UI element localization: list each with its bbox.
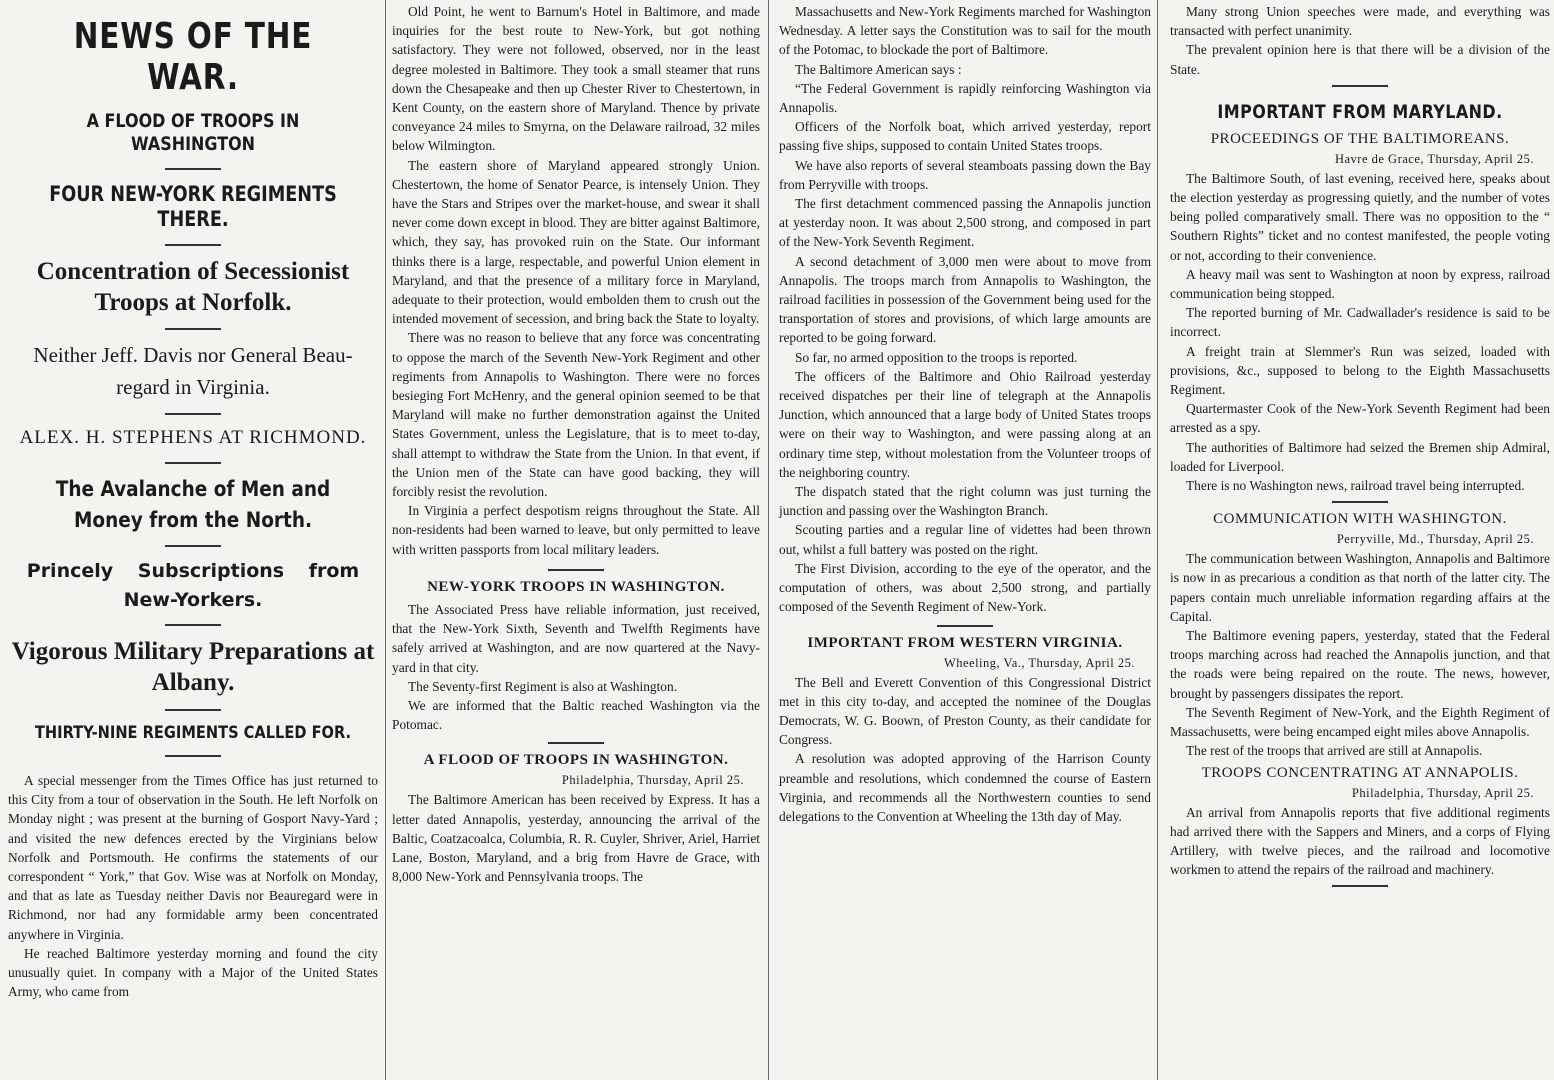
article-paragraph: A resolution was adopted approving of the Harrison County preamble and resolutions, which condemned the course of Eastern Virginia, and recommends all the Northwestern counties to send delegations to the Convention at Wheeling the 13th day of May. — [779, 751, 1151, 824]
divider — [165, 168, 221, 170]
article-paragraph: The Baltimore evening papers, yesterday, stated that the Federal troops marching across had reached the Annapolis junction, and that the roads were being repaired on the route. The news, however, brought by passengers dissipates the report. — [1170, 628, 1550, 701]
article-paragraph: A heavy mail was sent to Washington at noon by express, railroad communication being stopped. — [1170, 266, 1550, 302]
deck-headline: Concentration of Secessionist Troops at Norfolk. — [36, 257, 350, 317]
article-paragraph: The prevalent opinion here is that there will be a division of the State. — [1170, 42, 1550, 77]
article-paragraph: There is no Washington news, railroad travel being interrupted. — [1186, 478, 1525, 494]
column-1 — [0, 0, 384, 1080]
article-paragraph: The Seventy-first Regiment is also at Washington. — [408, 678, 678, 694]
divider — [165, 709, 221, 711]
divider — [1332, 501, 1388, 503]
deck-headline: Vigorous Military Preparations at Albany. — [11, 638, 375, 697]
article-paragraph: “The Federal Government is rapidly reinforcing Washington via Annapolis. — [779, 80, 1151, 116]
dateline: Wheeling, Va., Thursday, April 25. — [943, 655, 1135, 670]
article-paragraph: He reached Baltimore yesterday morning and found the city unusually quiet. In company with a Major of the United States Army, who came from — [8, 945, 378, 1000]
section-headline: NEW-YORK TROOPS IN WASHINGTON. — [427, 578, 725, 595]
divider — [165, 328, 221, 330]
deck-headline: The Avalanche of Men and Money from the North. — [55, 477, 331, 532]
divider — [165, 545, 221, 547]
masthead: NEWS OF THE WAR. — [73, 16, 313, 98]
dateline: Perryville, Md., Thursday, April 25. — [1336, 532, 1534, 547]
article-paragraph: Quartermaster Cook of the New-York Seventh Regiment had been arrested as a spy. — [1170, 401, 1550, 436]
deck-headline: ALEX. H. STEPHENS AT RICHMOND. — [19, 427, 367, 449]
column-4 — [1160, 0, 1554, 1080]
section-headline: TROOPS CONCENTRATING AT ANNAPOLIS. — [1201, 764, 1519, 781]
column-rule — [385, 0, 386, 1080]
article-paragraph: The rest of the troops that arrived are still at Annapolis. — [1186, 743, 1483, 759]
deck-headline: Princely Subscriptions from New-Yorkers. — [26, 560, 360, 611]
article-paragraph: The communication between Washington, Annapolis and Baltimore is now in as precarious a condition as that north of the latter city. The papers contain much unreliable information regarding affairs at the Capital. — [1170, 551, 1550, 624]
divider — [165, 755, 221, 757]
dateline: Philadelphia, Thursday, April 25. — [561, 773, 744, 788]
article-paragraph: The Baltimore American has been received by Express. It has a letter dated Annapolis, yesterday, announcing the arrival of the Baltic, Coatzacoalca, Columbia, R. R. Cuyler, Shriver, Ariel, Harriet Lane, Boston, Maryland, and a brig from Havre de Grace, with 8,000 New-York and Pennsylvania troops. The — [392, 792, 760, 885]
article-paragraph: The Associated Press have reliable information, just received, that the New-York Sixth, Seventh and Twelfth Regiments have safely arrived at Washington, and are now quartered at the Navy-yard in that city. — [392, 601, 760, 675]
article-paragraph: We have also reports of several steamboats passing down the Bay from Perryville with troops. — [779, 157, 1151, 192]
article-paragraph: A special messenger from the Times Office has just returned to this City from a tour of observation in the South. He left Norfolk on Monday night ; was present at the burning of Gosport Navy-Yard ; and visited the new defences erected by the Virginians below Norfolk and Portsmouth. He confirms the statements of our correspondent “ York,” that Gov. Wise was at Norfolk on Monday, and that as late as Tuesday neither Davis nor Beauregard were in Richmond, nor had any formidable army been concentrated anywhere in Virginia. — [8, 773, 378, 942]
article-paragraph: The reported burning of Mr. Cadwallader's residence is said to be incorrect. — [1170, 305, 1550, 340]
divider — [1332, 85, 1388, 87]
article-paragraph: In Virginia a perfect despotism reigns throughout the State. All non-residents had been warned to leave, but only permitted to leave with written passports from local military leaders. — [392, 503, 760, 557]
article-paragraph: The First Division, according to the eye of the operator, and the computation of others, was about 2,500 strong, and partially composed of the Seventh Regiment of New-York. — [779, 560, 1151, 615]
divider — [165, 624, 221, 626]
deck-headline: FOUR NEW-YORK REGIMENTS THERE. — [49, 181, 337, 231]
section-headline: IMPORTANT FROM WESTERN VIRGINIA. — [807, 634, 1123, 651]
article-paragraph: An arrival from Annapolis reports that five additional regiments had arrived there with the Sappers and Miners, and a corps of Flying Artillery, with twelve pieces, and the railroad and locomotive workmen to attend the repairs of the railroad and machinery. — [1170, 804, 1550, 878]
section-subheadline: PROCEEDINGS OF THE BALTIMOREANS. — [1210, 130, 1510, 147]
dateline: Havre de Grace, Thursday, April 25. — [1334, 151, 1534, 166]
article-paragraph: The dispatch stated that the right column was just turning the junction and passing over the Washington Branch. — [779, 484, 1151, 519]
column-3 — [771, 0, 1155, 1080]
article-paragraph: Scouting parties and a regular line of videttes had been thrown out, whilst a full battery was posted on the right. — [779, 522, 1151, 557]
deck-headline: Neither Jeff. Davis nor General Beau-regard in Virginia. — [33, 343, 353, 399]
article-paragraph: The eastern shore of Maryland appeared strongly Union. Chestertown, the home of Senator Pearce, is intensely Union. They have the Stars and Stripes over the market-house, and swear it shall never come down except in blood. They are bitter against Baltimore, which, they say, has provoked ruin on the State. Our informant thinks there is a large, respectable, and powerful Union element in Maryland, and that the presence of a military force in Maryland, adequate to their protection, would embolden them to crush out the intended movement of secession, and bring back the State to loyalty. — [392, 157, 760, 327]
divider — [548, 742, 604, 744]
deck-headline: A FLOOD OF TROOPS IN WASHINGTON — [86, 110, 300, 155]
article-paragraph: The Baltimore South, of last evening, received here, speaks about the election yesterday as progressing quietly, and the number of votes being polled comparatively small. There was no opposition to the “ Southern Rights” ticket and no contest manifested, the people voting or not, according to their convenience. — [1170, 170, 1550, 263]
divider — [165, 462, 221, 464]
divider — [937, 625, 993, 627]
article-paragraph: There was no reason to believe that any force was concentrating to oppose the march of the Seventh New-York Regiment and other regiments from Annapolis to Washington. There were no forces besieging Fort McHenry, and the general opinion seemed to be that Maryland will make no further demonstration against the United States Government, unless the Legislature, that is to meet to-day, shall attempt to withdraw the State from the Union. In that event, if the Union men of the State can have good backing, they will forcibly resist the revolution. — [392, 330, 760, 500]
article-paragraph: The officers of the Baltimore and Ohio Railroad yesterday received dispatches per their line of telegraph at the Annapolis Junction, which announced that a large body of United States troops were on their way to Washington, and were passing along at an ordinary time step, without molestation from the Volunteer troops of the neighboring country. — [779, 368, 1151, 480]
deck-headline: THIRTY-NINE REGIMENTS CALLED FOR. — [34, 722, 352, 743]
article-paragraph: The authorities of Baltimore had seized the Bremen ship Admiral, loaded for Liverpool. — [1170, 439, 1550, 474]
column-rule — [768, 0, 769, 1080]
divider — [548, 569, 604, 571]
article-paragraph: We are informed that the Baltic reached Washington via the Potomac. — [392, 697, 760, 733]
divider — [1332, 885, 1388, 887]
dateline: Philadelphia, Thursday, April 25. — [1351, 785, 1534, 800]
column-2 — [388, 0, 766, 1080]
article-paragraph: The Seventh Regiment of New-York, and the Eighth Regiment of Massachusetts, were being encamped eight miles above Annapolis. — [1170, 704, 1550, 740]
column-rule — [1157, 0, 1158, 1080]
article-paragraph: Many strong Union speeches were made, and everything was transacted with perfect unanimity. — [1170, 4, 1550, 39]
article-paragraph: The Bell and Everett Convention of this Congressional District met in this city to-day, and accepted the nominee of the Douglas Democrats, W. G. Boown, of Preston County, as their candidate for Congress. — [779, 674, 1151, 748]
section-headline: A FLOOD OF TROOPS IN WASHINGTON. — [423, 752, 729, 769]
divider — [165, 413, 221, 415]
section-headline: COMMUNICATION WITH WASHINGTON. — [1213, 511, 1507, 528]
section-headline: IMPORTANT FROM MARYLAND. — [1217, 100, 1503, 123]
article-paragraph: A freight train at Slemmer's Run was seized, loaded with provisions, &c., supposed to belong to the Eighth Massachusetts Regiment. — [1170, 343, 1550, 398]
article-paragraph: The first detachment commenced passing the Annapolis junction at yesterday noon. It was about 2,500 strong, and composed in part of the New-York Seventh Regiment. — [779, 196, 1151, 250]
article-paragraph: Massachusetts and New-York Regiments marched for Washington Wednesday. A letter says the Constitution was to sail for the mouth of the Potomac, to blockade the port of Baltimore. — [779, 4, 1151, 58]
divider — [165, 244, 221, 246]
article-paragraph: The Baltimore American says : — [795, 61, 962, 77]
article-paragraph: Officers of the Norfolk boat, which arrived yesterday, report passing five ships, supposed to contain United States troops. — [779, 119, 1151, 154]
article-paragraph: Old Point, he went to Barnum's Hotel in Baltimore, and made inquiries for the best route to New-York, but got nothing satisfactory. They were not followed, observed, nor in the least degree molested in Baltimore. They took a small steamer that runs down the Chesapeake and then up Chester River to Chestertown, in Kent County, on the eastern shore of Maryland. Thence by private conveyance 24 miles to Smyrna, on the Delaware railroad, 32 miles below Wilmington. — [392, 4, 760, 154]
article-paragraph: A second detachment of 3,000 men were about to move from Annapolis. The troops march from Annapolis to Washington, the railroad facilities in possession of the Government being used for the transportation of stores and provisions, of which large amounts are reported to be going forward. — [779, 253, 1151, 346]
article-paragraph: So far, no armed opposition to the troops is reported. — [795, 349, 1078, 365]
